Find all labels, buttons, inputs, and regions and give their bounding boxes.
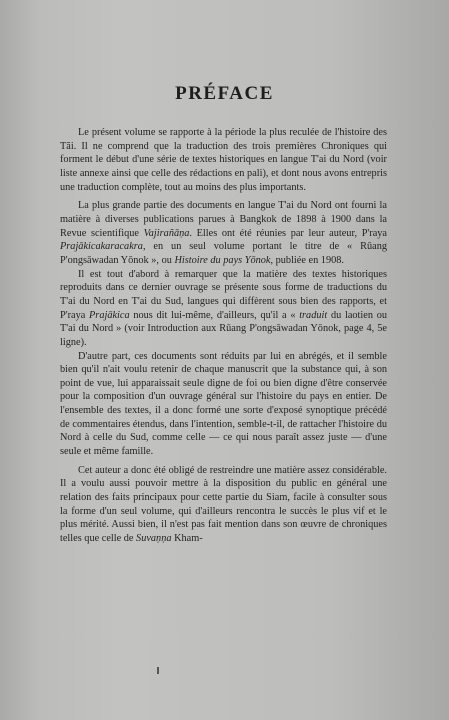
italic-text: Histoire du pays Yōnok [174, 254, 271, 266]
paragraph-5 [60, 464, 387, 546]
text-run: du laotien ou T'ai du Nord » (voir Introduction aux Rūang P'ongsāwadan Yōnok, page 4, 5e ligne). [60, 309, 387, 348]
italic-text: Vajirañāṇa [143, 227, 190, 239]
text-run: D'autre part, ces documents sont réduits par lui en abrégés, et il semble bien qu'il n'ait voulu retenir de chaque manuscrit que la substance qui, à son point de vue, lui apparaissait seule digne de foi ou bien digne d'être conservée pour la composition d'un ouvrage général sur l'histoire du pays en entier. De l'ensemble des textes, il a donc formé une sorte d'exposé synoptique précédé de commentaires étendus, dans l'intention, semble-t-il, de rattacher l'histoire du Nord à celle du Sud, comme celle — ce qui nous paraît assez juste — d'une seule et même famille. [60, 350, 387, 458]
italic-text: Suvaṇṇa [136, 533, 172, 545]
text-run: Kham- [171, 533, 203, 545]
text-run: Cet auteur a donc été obligé de restreindre une matière assez considérable. Il a voulu aussi pouvoir mettre à la disposition du public en général une relation des faits principaux pour cette partie du Siam, facile à consulter sous la forme d'un seul volume, qui d'ailleurs rencontra le succès le plus vif et le plus mérité. Aussi bien, il n'est pas fait mention dans son œuvre de chroniques telles que celle de [60, 464, 387, 545]
paragraph-3 [60, 268, 387, 350]
text-run: Il est tout d'abord à remarquer que la matière des textes historiques reproduits dans ce dernier ouvrage se présente sous forme de traductions du T'ai du Nord en T'ai du Sud, langues qui diffèrent sous bien des rapports, et P'raya [60, 268, 387, 321]
text-run: . Elles ont été réunies par leur auteur, P'raya [189, 227, 387, 239]
page-mark [157, 667, 159, 674]
text-run: , publiée en 1908. [270, 254, 344, 266]
text-run: Le présent volume se rapporte à la période la plus reculée de l'histoire des Tăi. Il ne comprend que la traduction des trois premières Chroniques qui forment le début d'une série de textes historiques en langue T'ai du Nord (voir liste annexe ainsi que celle des rédactions en pali), et dont nous avons entrepris une traduction complète, tout au moins des plus importants. [60, 127, 387, 193]
paragraph-4 [60, 350, 387, 459]
italic-text: Prajākicakaracakra [60, 241, 143, 253]
italic-text: traduit [299, 309, 328, 321]
text-run: , en un seul volume portant le titre de « Rūang P'ongsāwadan Yōnok », ou [60, 241, 387, 266]
text-run: nous dit lui-même, d'ailleurs, qu'il a « [129, 309, 300, 321]
preface-body [60, 126, 387, 546]
text-run: La plus grande partie des documents en langue T'ai du Nord ont fourni la matière à diverses publications parues à Bangkok de 1898 à 1900 dans la Revue scientifique [60, 200, 387, 239]
italic-text: Prajākica [89, 309, 130, 321]
paragraph-2 [60, 199, 387, 267]
page-title: PRÉFACE [175, 83, 274, 104]
paragraph-1 [60, 126, 387, 194]
